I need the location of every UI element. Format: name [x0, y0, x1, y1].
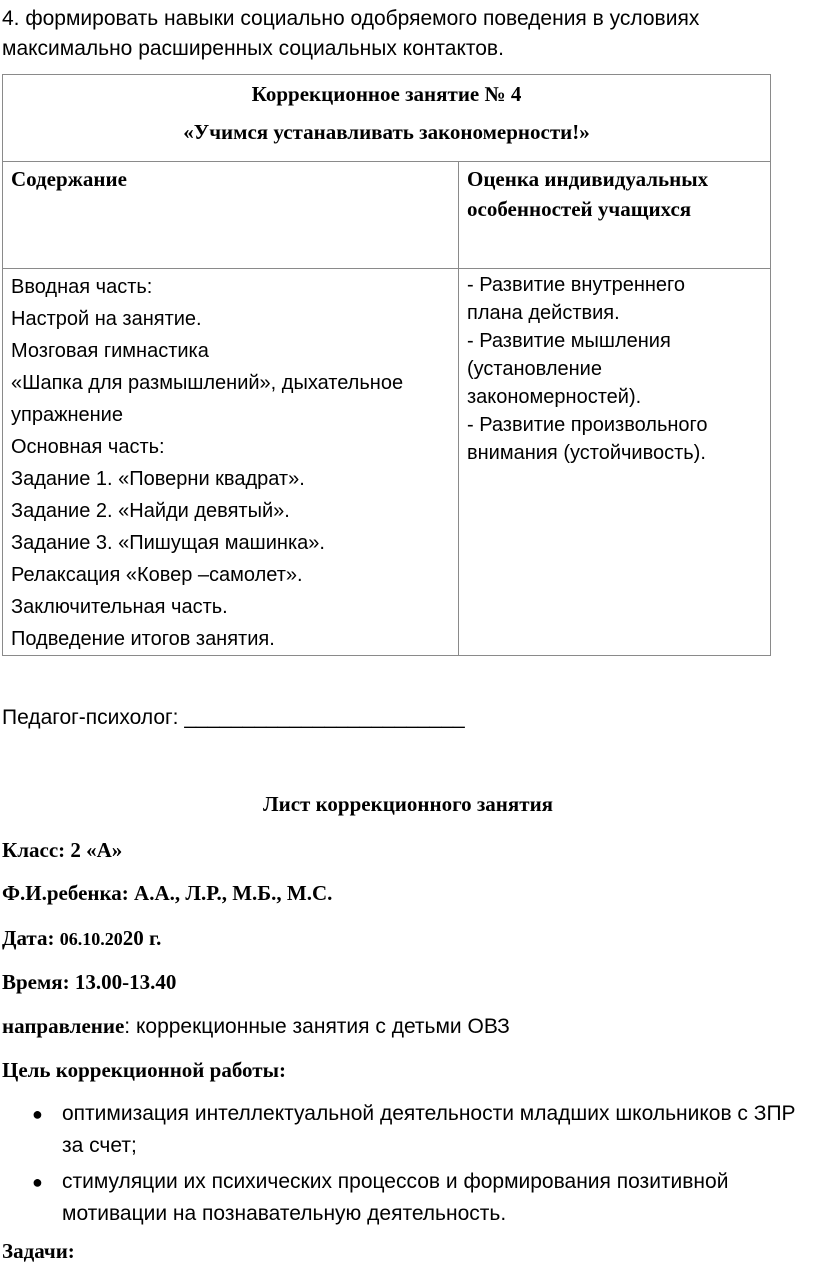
content-line: Задание 2. «Найди девятый». — [11, 500, 290, 522]
evaluation-line: - Развитие внутреннего — [467, 274, 686, 296]
evaluation-line: (установление — [467, 358, 602, 380]
content-line: Основная часть: — [11, 436, 165, 458]
lesson-topic: «Учимся устанавливать закономерности!» — [183, 120, 590, 144]
evaluation-line: - Развитие мышления — [467, 330, 671, 352]
content-line: «Шапка для размышлений», дыхательное — [11, 372, 404, 394]
date-value: 06.10.20 — [59, 929, 123, 949]
content-line: Задание 3. «Пишущая машинка». — [11, 532, 325, 554]
direction-value: : коррекционные занятия с детьми ОВЗ — [124, 1015, 510, 1038]
column-header-content-label: Содержание — [11, 167, 127, 191]
list-item — [0, 1098, 810, 1162]
column-header-evaluation-label: Оценка индивидуальных — [467, 167, 709, 191]
content-line: Заключительная часть. — [11, 596, 228, 618]
goal-text: оптимизация интеллектуальной деятельности младших школьников с ЗПР за счет; — [62, 1102, 796, 1157]
content-line: Подведение итогов занятия. — [11, 628, 275, 650]
intro-line: 4. формировать навыки социально одобряемого поведения в условиях — [2, 7, 700, 30]
evaluation-line: - Развитие произвольного — [467, 414, 708, 436]
date-suffix: 20 г. — [122, 926, 162, 950]
child-names-field: Ф.И.ребенка: А.А., Л.Р., М.Б., М.С. — [2, 881, 333, 905]
lesson-number: Коррекционное занятие № 4 — [251, 82, 522, 106]
date-field — [2, 923, 161, 954]
column-header-evaluation — [459, 162, 771, 269]
evaluation-line: закономерностей). — [467, 386, 642, 408]
goal-text: стимуляции их психических процессов и формирования позитивной мотивации на познавательную деятельность. — [62, 1170, 729, 1225]
lesson-table — [2, 74, 771, 656]
table-row — [3, 269, 771, 656]
goals-list — [0, 1098, 810, 1234]
direction-label: направление — [2, 1014, 125, 1038]
list-item — [0, 1166, 810, 1230]
date-label: Дата: — [2, 926, 60, 950]
content-cell — [3, 269, 459, 656]
tasks-heading: Задачи: — [2, 1239, 75, 1263]
table-title-cell — [3, 75, 771, 162]
content-line: Мозговая гимнастика — [11, 340, 209, 362]
signature-line — [2, 703, 465, 733]
time-field: Время: 13.00-13.40 — [2, 970, 177, 994]
content-line: упражнение — [11, 404, 123, 426]
content-line: Задание 1. «Поверни квадрат». — [11, 468, 305, 490]
table-title-row — [3, 75, 771, 162]
goal-heading: Цель коррекционной работы: — [2, 1058, 286, 1082]
content-line: Релаксация «Ковер –самолет». — [11, 564, 303, 586]
evaluation-cell — [459, 269, 771, 656]
content-line: Вводная часть: — [11, 276, 153, 298]
table-header-row — [3, 162, 771, 269]
intro-paragraph — [2, 4, 802, 64]
column-header-evaluation-label: особенностей учащихся — [467, 197, 692, 221]
evaluation-line: внимания (устойчивость). — [467, 442, 706, 464]
signature-label: Педагог-психолог: — [2, 706, 179, 729]
signature-blank: ________________________ — [184, 706, 465, 729]
content-line: Настрой на занятие. — [11, 308, 202, 330]
bullet-dot-icon: ● — [32, 1172, 43, 1192]
bullet-dot-icon: ● — [32, 1104, 43, 1124]
sheet-title: Лист коррекционного занятия — [262, 792, 554, 816]
class-field: Класс: 2 «А» — [2, 838, 123, 862]
column-header-content — [3, 162, 459, 269]
evaluation-line: плана действия. — [467, 302, 620, 324]
direction-field — [2, 1011, 510, 1042]
intro-line: максимально расширенных социальных контактов. — [2, 37, 504, 60]
